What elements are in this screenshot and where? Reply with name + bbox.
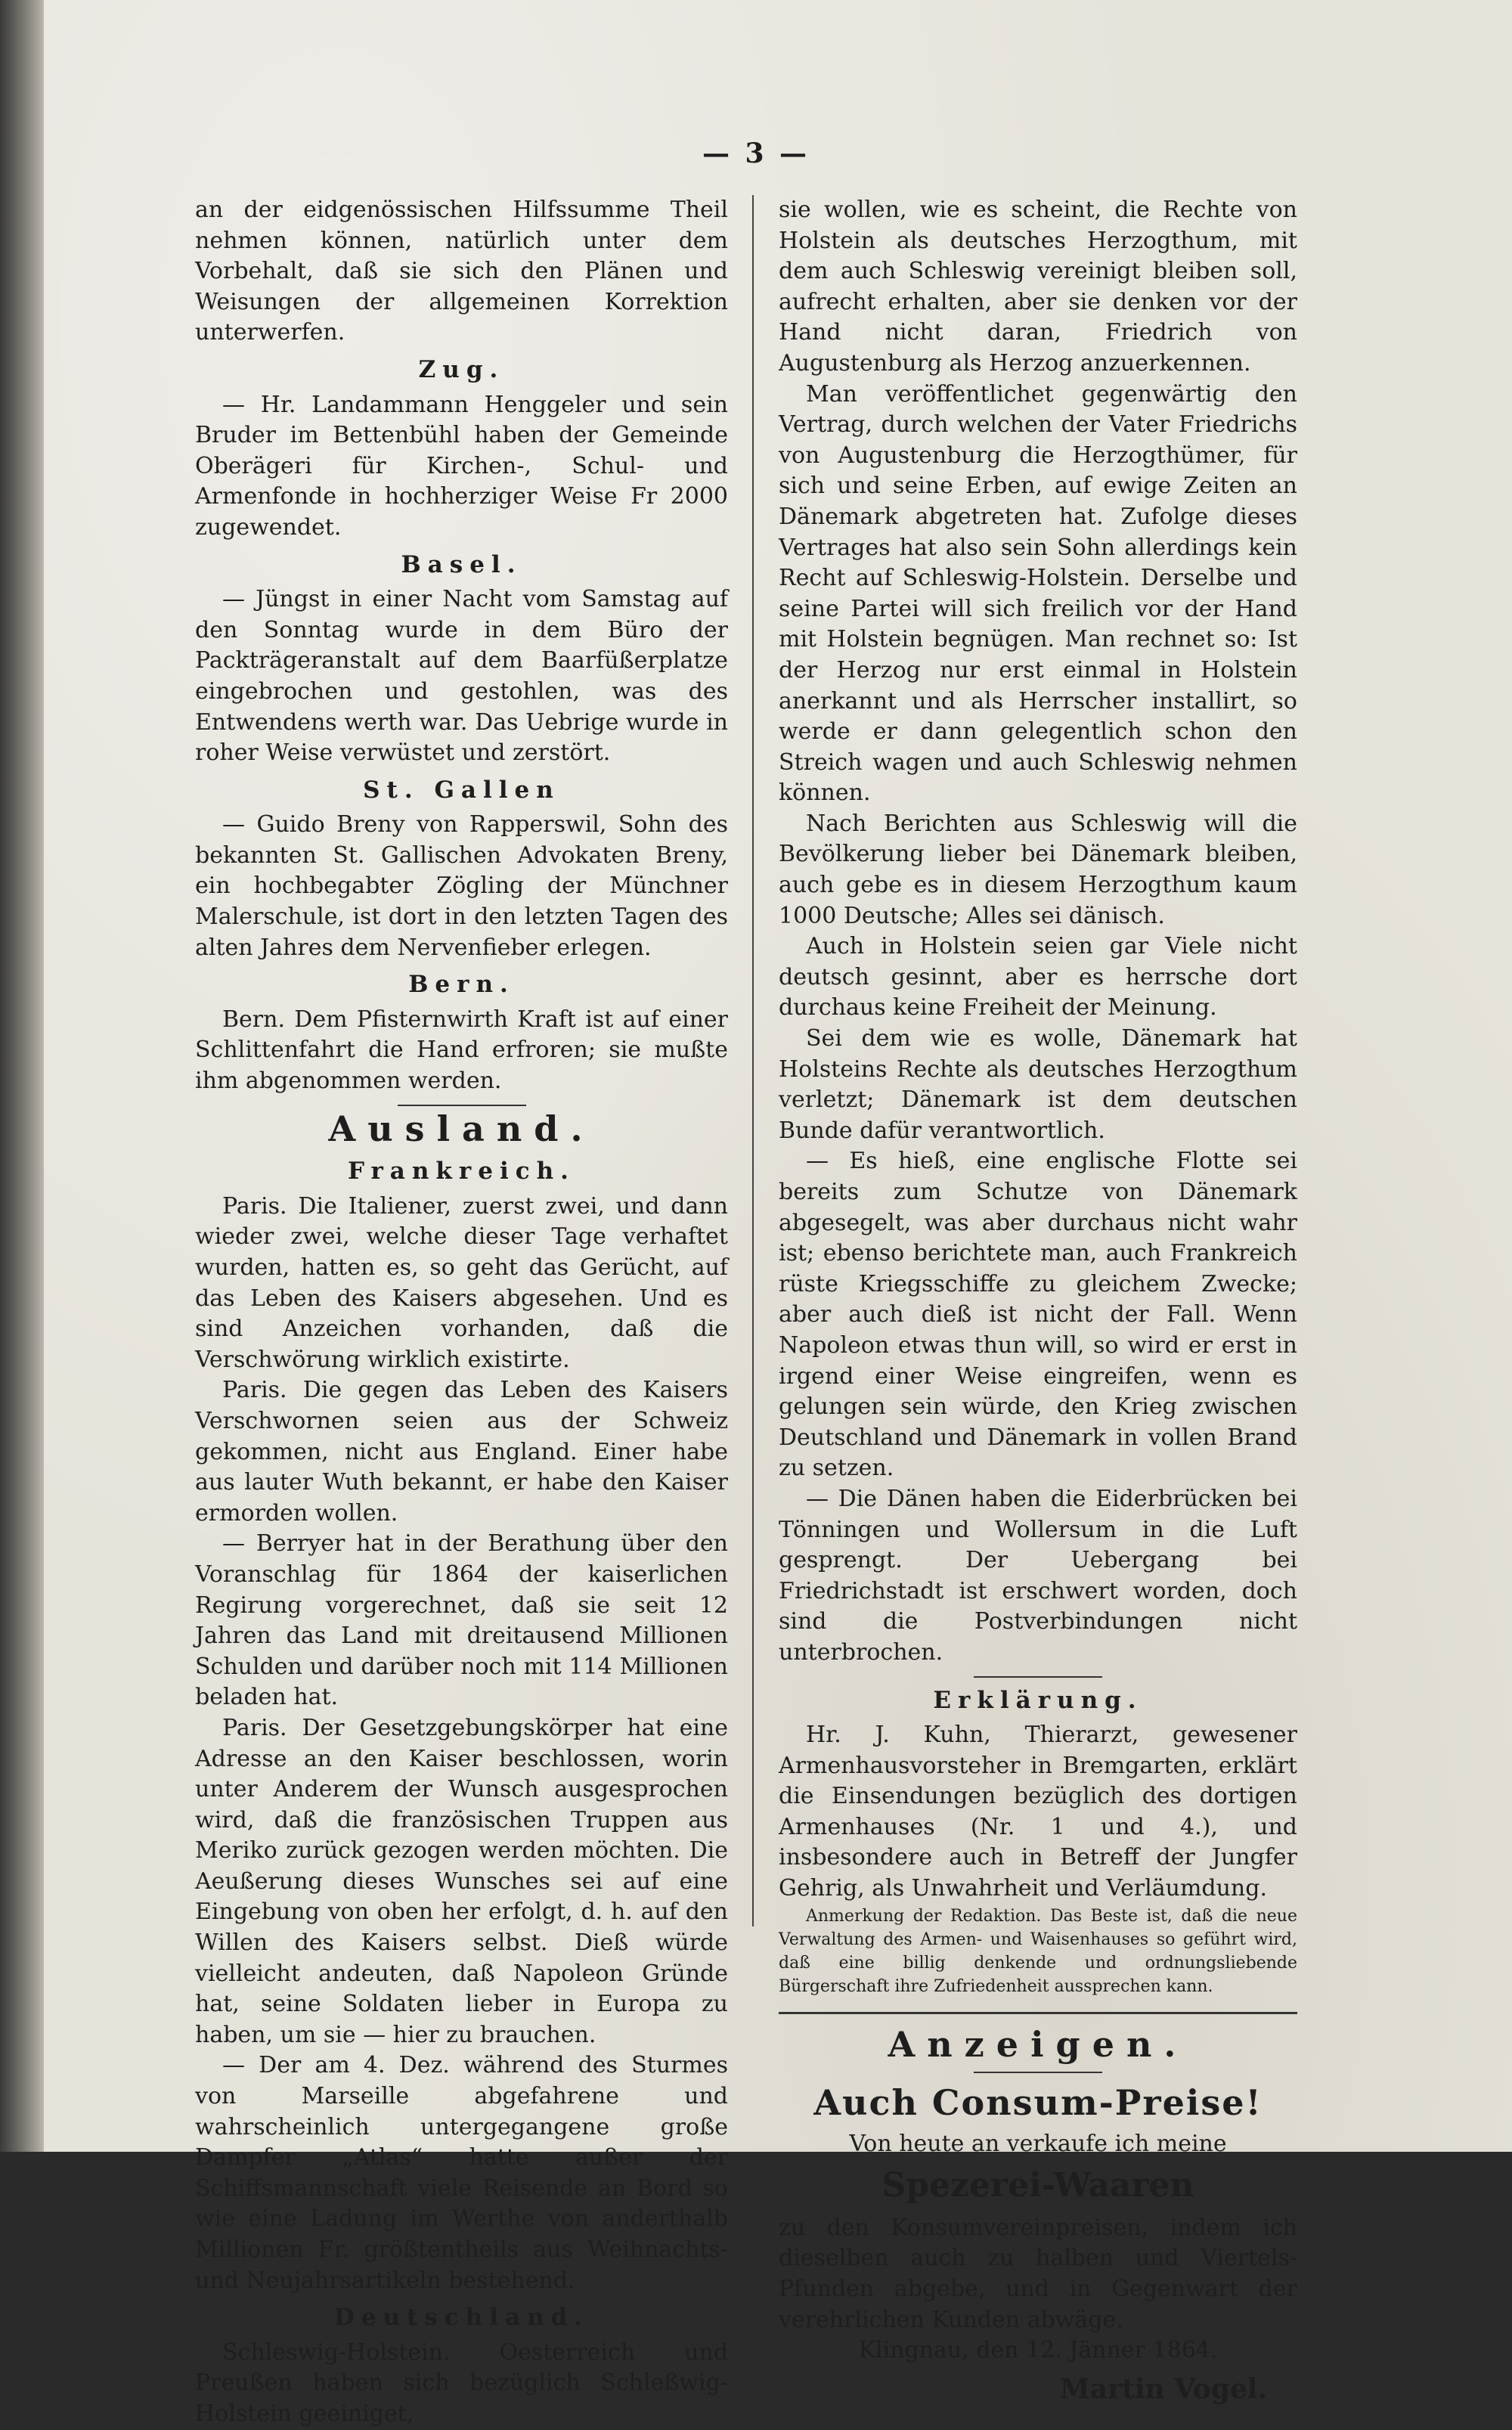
ad-body: zu den Konsumvereinpreisen, indem ich dieselben auch zu halben und Viertels-Pfunden abgebe, und in Gegenwart der verehrlichen Kunden abwäge. xyxy=(779,2214,1297,2333)
section-heading-erklaerung: Erklärung. xyxy=(933,1686,1143,1714)
article-text: Sei dem wie es wolle, Dänemark hat Holsteins Rechte als deutsches Herzogthum verletzt; Dänemark ist dem deutschen Bunde dafür verantwortlich. xyxy=(779,1025,1297,1144)
article-text: — Guido Breny von Rapperswil, Sohn des bekannten St. Gallischen Advokaten Breny, ein hochbegabter Zögling der Münchner Malerschule, ist dort in den letzten Tagen des alten Jahres dem Nervenfieber erlegen. xyxy=(195,811,728,961)
ad-product: Spezerei-Waaren xyxy=(881,2165,1194,2205)
article-text: Paris. Der Gesetzgebungskörper hat eine Adresse an den Kaiser beschlossen, worin unter Anderem der Wunsch ausgesprochen wird, daß die französischen Truppen aus Meriko zurück gezogen werden möchten. Die Aeußerung dieses Wunsches sei auf eine Eingebung von oben her erfolgt, d. h. auf den Willen des Kaisers selbst. Dieß würde vielleicht andeuten, daß Napoleon Gründe hat, seine Soldaten lieber in Europa zu haben, um sie — hier zu brauchen. xyxy=(195,1714,728,2048)
article-text: Paris. Die gegen das Leben des Kaisers Verschwornen seien aus der Schweiz gekommen, nicht aus England. Einer habe aus lauter Wuth bekannt, er habe den Kaiser ermorden wollen. xyxy=(195,1377,728,1526)
section-heading-deutschland: Deutschland. xyxy=(333,2304,590,2332)
section-heading-ausland: Ausland. xyxy=(328,1108,595,1149)
section-heading-anzeigen: Anzeigen. xyxy=(888,2023,1188,2065)
article-text: — Berryer hat in der Berathung über den Voranschlag für 1864 der kaiserlichen Regirung vorgerechnet, daß sie seit 12 Jahren das Land mit dreitausend Millionen Schulden und darüber noch mit 114 Millionen beladen hat. xyxy=(195,1530,728,1711)
ad-intro: Von heute an verkaufe ich meine xyxy=(849,2131,1227,2158)
article-text: sie wollen, wie es scheint, die Rechte von Holstein als deutsches Herzogthum, mit dem auch Schleswig vereinigt bleiben soll, aufrecht erhalten, aber sie denken vor der Hand nicht daran, Friedrich von Augustenburg als Herzog anzuerkennen. xyxy=(779,197,1297,377)
ad-rule xyxy=(974,2072,1102,2073)
section-rule xyxy=(398,1105,526,1106)
article-text: — Jüngst in einer Nacht vom Samstag auf den Sonntag wurde in dem Büro der Packträgeranstalt auf dem Baarfüßerplatze eingebrochen und gestohlen, was des Entwendens werth war. Das Uebrige wurde in roher Weise verwüstet und zerstört. xyxy=(195,586,728,767)
section-heading-frankreich: Frankreich. xyxy=(348,1158,575,1186)
ad-date: Klingnau, den 12. Jänner 1864. xyxy=(858,2337,1218,2364)
section-heading-stgallen: St. Gallen xyxy=(363,776,560,804)
scan-edge xyxy=(0,0,48,2152)
article-text: — Es hieß, eine englische Flotte sei bereits zum Schutze von Dänemark abgesegelt, was aber durchaus nicht wahr ist; ebenso berichtete man, auch Frankreich rüste Kriegsschiffe zu gleichem Zwecke; aber auch dieß ist nicht der Fall. Wenn Napoleon etwas thun will, so wird er erst in irgend einer Weise eingreifen, wenn es gelungen sein würde, den Krieg zwischen Deutschland und Dänemark in vollen Brand zu setzen. xyxy=(779,1148,1297,1482)
article-text: Paris. Die Italiener, zuerst zwei, und dann wieder zwei, welche dieser Tage verhaftet wurden, hatten es, so geht das Gerücht, auf das Leben des Kaisers abgesehen. Und es sind Anzeichen vorhanden, daß die Verschwörung wirklich existirte. xyxy=(195,1192,728,1373)
article-text: an der eidgenössischen Hilfssumme Theil nehmen können, natürlich unter dem Vorbehalt, daß sie sich den Plänen und Weisungen der allgemeinen Korrektion unterwerfen. xyxy=(195,197,728,346)
article-text: Nach Berichten aus Schleswig will die Bevölkerung lieber bei Dänemark bleiben, auch gebe es in diesem Herzogthum kaum 1000 Deutsche; Alles sei dänisch. xyxy=(779,810,1297,929)
ad-title: Auch Consum-Preise! xyxy=(813,2082,1263,2124)
article-text: Bern. Dem Pfisternwirth Kraft ist auf einer Schlittenfahrt die Hand erfroren; sie mußte ihm abgenommen werden. xyxy=(195,1006,728,1095)
section-rule xyxy=(974,1676,1102,1678)
section-heading-basel: Basel. xyxy=(401,550,522,578)
ad-signature: Martin Vogel. xyxy=(1059,2373,1267,2405)
section-heading-bern: Bern. xyxy=(408,971,515,999)
editor-note: Anmerkung der Redaktion. Das Beste ist, daß die neue Verwaltung des Armen- und Waisenhauses so geführt wird, daß eine billig denkende und ordnungsliebende Bürgerschaft ihre Zufriedenheit aussprechen kann. xyxy=(779,1906,1297,1996)
article-text: — Der am 4. Dez. während des Sturmes von Marseille abgefahrene und wahrscheinlich untergegangene große Dampfer „Atlas“ hatte außer der Schiffsmannschaft viele Reisende an Bord so wie eine Ladung im Werthe von anderthalb Millionen Fr. größtentheils aus Weihnachts- und Neujahrsartikeln bestehend. xyxy=(195,2052,728,2294)
right-column xyxy=(779,195,1297,2407)
article-text: Man veröffentlichet gegenwärtig den Vertrag, durch welchen der Vater Friedrichs von Augustenburg die Herzogthümer, für sich und seine Erben, auf ewige Zeiten an Dänemark abgetreten hat. Zufolge dieses Vertrages hat also sein Sohn allerdings kein Recht auf Schleswig-Holstein. Derselbe und seine Partei will sich freilich vor der Hand mit Holstein begnügen. Man rechnet so: Ist der Herzog nur erst einmal in Holstein anerkannt und als Herrscher installirt, so werde er dann gelegentlich schon den Streich wagen und auch Schleswig nehmen können. xyxy=(779,380,1297,807)
article-text: — Die Dänen haben die Eiderbrücken bei Tönningen und Wollersum in die Luft gesprengt. Der Uebergang bei Friedrichstadt ist erschwert worden, doch sind die Postverbindungen nicht unterbrochen. xyxy=(779,1485,1297,1666)
section-heading-zug: Zug. xyxy=(418,355,505,383)
article-text: — Hr. Landammann Henggeler und sein Bruder im Bettenbühl haben der Gemeinde Oberägeri für Kirchen-, Schul- und Armenfonde in hochherziger Weise Fr 2000 zugewendet. xyxy=(195,391,728,541)
declaration-text: Hr. J. Kuhn, Thierarzt, gewesener Armenhausvorsteher in Bremgarten, erklärt die Einsendungen bezüglich des dortigen Armenhauses (Nr. 1 und 4.), und insbesondere auch in Betreff der Jungfer Gehrig, als Unwahrheit und Verläumdung. xyxy=(779,1722,1297,1902)
article-text: Auch in Holstein seien gar Viele nicht deutsch gesinnt, aber es herrsche dort durchaus keine Freiheit der Meinung. xyxy=(779,933,1297,1021)
column-divider xyxy=(752,195,754,1926)
ads-rule xyxy=(779,2012,1297,2014)
article-text: Schleswig-Holstein. Oesterreich und Preußen haben sich bezüglich Schleßwig-Holstein geeiniget, xyxy=(195,2339,728,2427)
page-number: — 3 — xyxy=(702,138,810,169)
left-column xyxy=(195,195,728,2430)
